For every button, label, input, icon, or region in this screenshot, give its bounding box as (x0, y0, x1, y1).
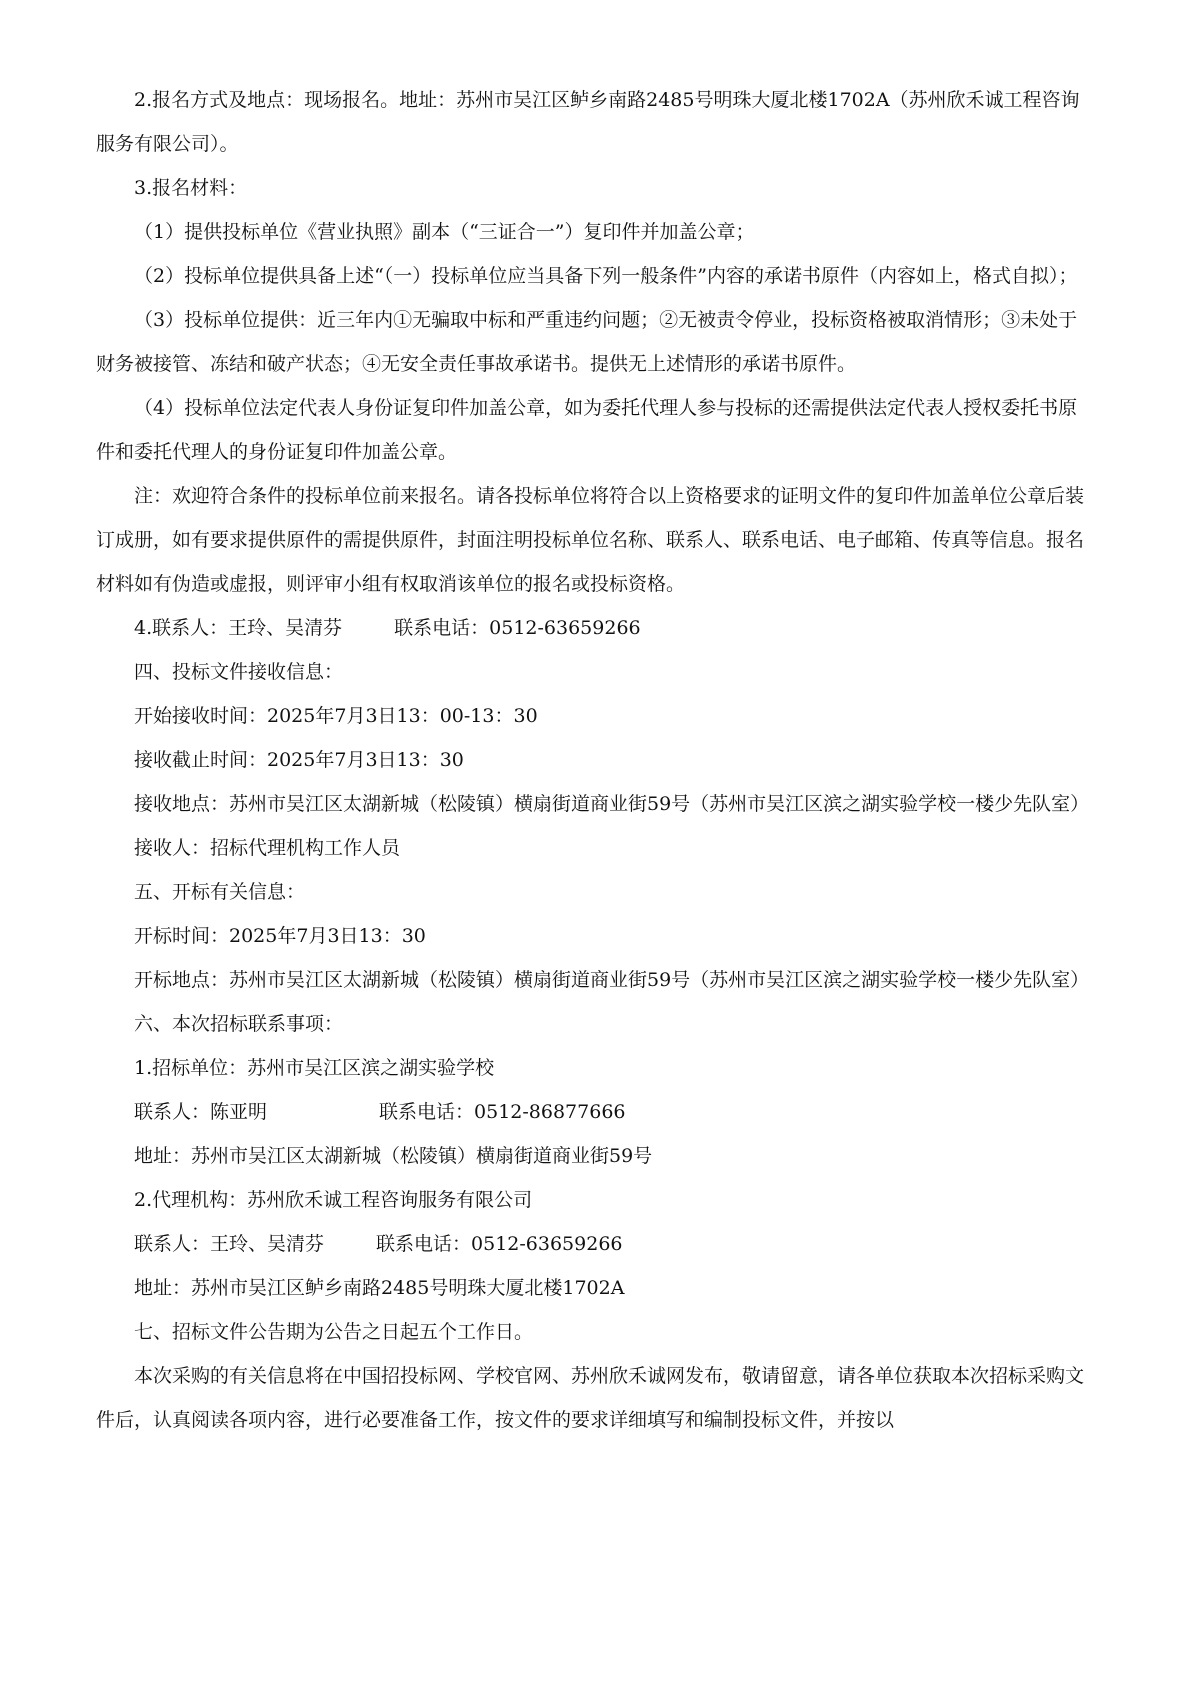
materials-item-3: （3）投标单位提供：近三年内①无骗取中标和严重违约问题；②无被责令停业，投标资格被取消情形；③未处于财务被接管、冻结和破产状态；④无安全责任事故承诺书。提供无上述情形的承诺书原件。 (96, 309, 1078, 375)
materials-item-2: （2）投标单位提供具备上述“（一）投标单位应当具备下列一般条件”内容的承诺书原件（内容如上，格式自拟）； (134, 265, 1078, 287)
agency-address: 地址：苏州市吴江区鲈乡南路2485号明珠大厦北楼1702A (134, 1277, 625, 1299)
registration-note: 注：欢迎符合条件的投标单位前来报名。请各投标单位将符合以上资格要求的证明文件的复印件加盖单位公章后装订成册，如有要求提供原件的需提供原件，封面注明投标单位名称、联系人、联系电话、电子邮箱、传真等信息。报名材料如有伪造或虚报，则评审小组有权取消该单位的报名或投标资格。 (96, 485, 1085, 595)
school-address: 地址：苏州市吴江区太湖新城（松陵镇）横扇街道商业街59号 (134, 1145, 653, 1167)
document-page (96, 78, 1096, 1442)
receive-location: 接收地点：苏州市吴江区太湖新城（松陵镇）横扇街道商业街59号（苏州市吴江区滨之湖实验学校一楼少先队室） (134, 793, 1090, 815)
section-7-heading: 七、招标文件公告期为公告之日起五个工作日。 (134, 1321, 534, 1343)
contact-line-school (96, 1090, 1096, 1134)
agency-name: 2.代理机构：苏州欣禾诚工程咨询服务有限公司 (134, 1189, 533, 1211)
contact-person: 联系人：陈亚明 (134, 1101, 268, 1123)
contact-line-agency (96, 1222, 1096, 1266)
section-4-heading: 四、投标文件接收信息： (134, 661, 344, 683)
opening-location: 开标地点：苏州市吴江区太湖新城（松陵镇）横扇街道商业街59号（苏州市吴江区滨之湖实验学校一楼少先队室） (134, 969, 1090, 991)
contact-person: 联系人：王玲、吴清芬 (134, 1233, 325, 1255)
contact-phone: 联系电话：0512-86877666 (379, 1101, 626, 1123)
tendering-unit: 1.招标单位：苏州市吴江区滨之湖实验学校 (134, 1057, 495, 1079)
registration-method-paragraph: 2.报名方式及地点：现场报名。地址：苏州市吴江区鲈乡南路2485号明珠大厦北楼1702A（苏州欣禾诚工程咨询服务有限公司）。 (96, 89, 1080, 155)
receive-start-time: 开始接收时间：2025年7月3日13：00-13：30 (134, 705, 538, 727)
closing-paragraph: 本次采购的有关信息将在中国招投标网、学校官网、苏州欣禾诚网发布，敬请留意，请各单位获取本次招标采购文件后，认真阅读各项内容，进行必要准备工作，按文件的要求详细填写和编制投标文件，并按以 (96, 1365, 1085, 1431)
receive-deadline: 接收截止时间：2025年7月3日13：30 (134, 749, 464, 771)
contact-phone: 联系电话：0512-63659266 (394, 617, 641, 639)
section-6-heading: 六、本次招标联系事项： (134, 1013, 344, 1035)
contact-phone: 联系电话：0512-63659266 (376, 1233, 623, 1255)
section-5-heading: 五、开标有关信息： (134, 881, 306, 903)
materials-item-4: （4）投标单位法定代表人身份证复印件加盖公章，如为委托代理人参与投标的还需提供法定代表人授权委托书原件和委托代理人的身份证复印件加盖公章。 (96, 397, 1078, 463)
opening-time: 开标时间：2025年7月3日13：30 (134, 925, 426, 947)
receiver: 接收人：招标代理机构工作人员 (134, 837, 401, 859)
contact-person: 4.联系人：王玲、吴清芬 (134, 617, 343, 639)
materials-item-1: （1）提供投标单位《营业执照》副本（“三证合一”）复印件并加盖公章； (134, 221, 755, 243)
contact-line-registration (96, 606, 1096, 650)
registration-materials-heading: 3.报名材料： (134, 177, 248, 199)
